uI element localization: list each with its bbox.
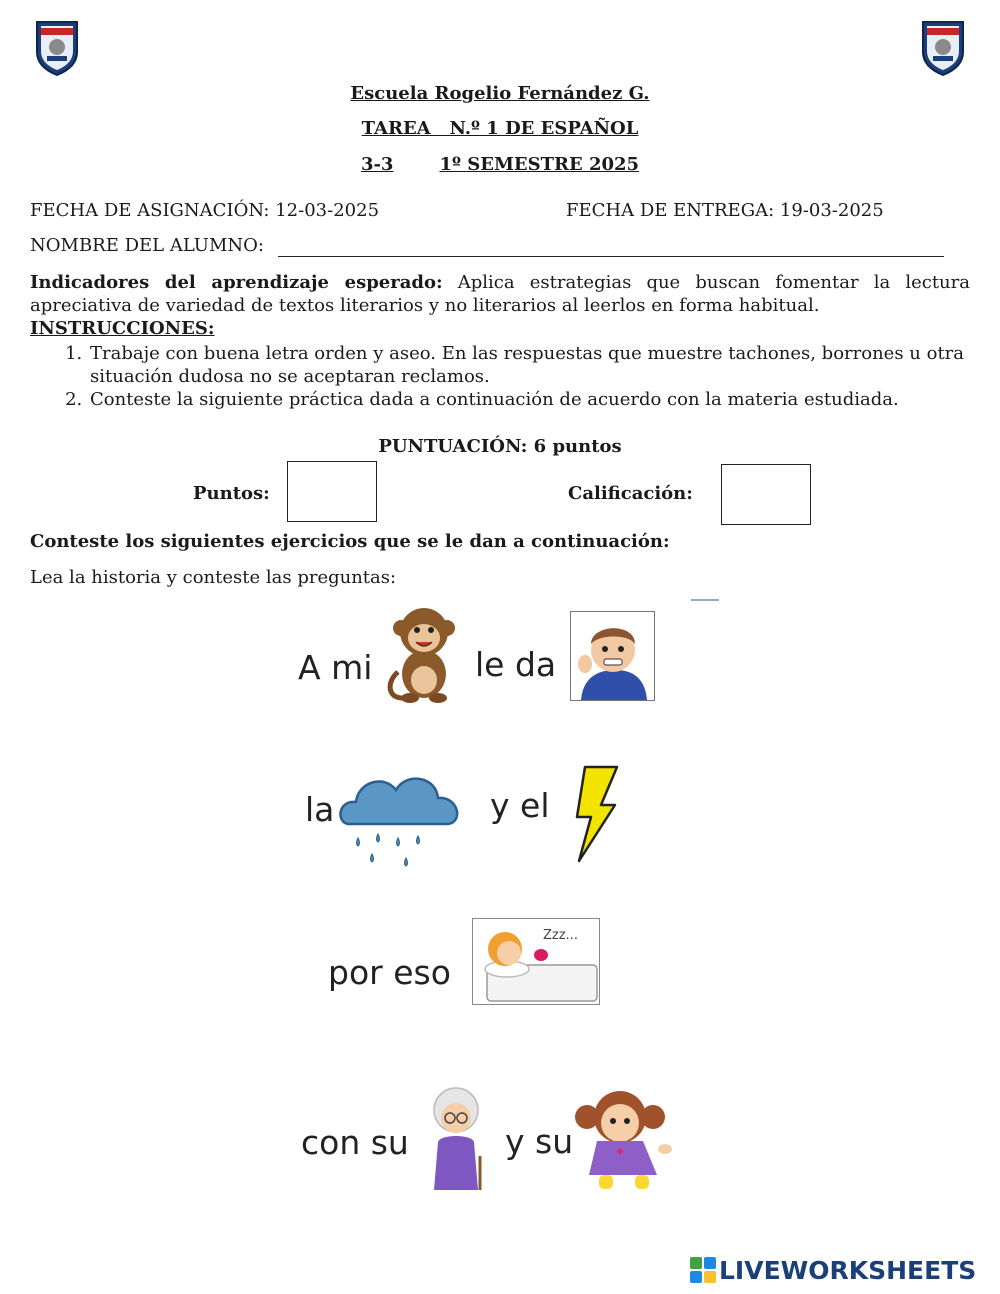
learning-indicators xyxy=(30,271,970,317)
assigned-date xyxy=(30,200,379,221)
exercise-prompt: Lea la historia y conteste las preguntas: xyxy=(30,567,397,588)
instructions-title: INSTRUCCIONES: xyxy=(30,318,215,339)
due-date-value: 19-03-2025 xyxy=(779,200,884,221)
student-name-label: NOMBRE DEL ALUMNO: xyxy=(30,235,264,256)
lightning-bolt-icon xyxy=(573,765,619,863)
monkey-icon xyxy=(384,602,460,704)
story-text-row1-b: le da xyxy=(475,645,557,684)
scared-boy-icon xyxy=(570,611,655,701)
doll-icon xyxy=(573,1083,675,1193)
group-semester xyxy=(0,154,1000,175)
points-box[interactable] xyxy=(287,461,377,522)
brand-name: LIVEWORKSHEETS xyxy=(719,1255,977,1285)
due-date-label: FECHA DE ENTREGA: xyxy=(566,200,775,221)
grandmother-icon xyxy=(418,1078,494,1192)
story-text-row2-a: la xyxy=(305,790,335,829)
sleeping-girl-icon xyxy=(472,918,600,1005)
rain-cloud-icon xyxy=(336,766,466,874)
liveworksheets-brand xyxy=(690,1255,976,1285)
grade-box[interactable] xyxy=(721,464,811,525)
svg-text:Zzz...: Zzz... xyxy=(543,928,578,943)
story-text-row4-a: con su xyxy=(301,1123,409,1162)
decorative-line xyxy=(691,599,719,601)
school-crest-right xyxy=(919,18,967,76)
semester-label: 1º SEMESTRE 2025 xyxy=(439,154,640,175)
instruction-item: 1. Trabaje con buena letra orden y aseo. En las respuestas que muestre tachones, borrones u otra situación dudosa no se aceptaran reclamos. xyxy=(88,342,970,388)
task-title: TAREA N.º 1 DE ESPAÑOL xyxy=(361,118,639,139)
student-name-field[interactable] xyxy=(278,255,944,257)
school-crest-left xyxy=(33,18,81,76)
liveworksheets-logo-icon xyxy=(690,1257,716,1283)
assigned-date-label: FECHA DE ASIGNACIÓN: xyxy=(30,200,270,221)
exercise-heading: Conteste los siguientes ejercicios que se le dan a continuación: xyxy=(30,531,670,552)
due-date xyxy=(566,200,884,221)
instructions-list xyxy=(30,342,970,411)
grade-label: Calificación: xyxy=(568,483,693,504)
story-text-row3-a: por eso xyxy=(328,953,451,992)
score-title: PUNTUACIÓN: 6 puntos xyxy=(378,436,622,457)
indicators-text: Aplica estrategias que buscan fomentar la lectura apreciativa de variedad de textos literarios y no literarios al leerlos en forma habitual. xyxy=(30,272,970,316)
story-text-row2-b: y el xyxy=(490,786,550,825)
instruction-item: 2. Conteste la siguiente práctica dada a continuación de acuerdo con la materia estudiada. xyxy=(88,388,970,411)
story-text-row4-b: y su xyxy=(505,1122,574,1161)
indicators-label: Indicadores del aprendizaje esperado: xyxy=(30,272,443,293)
school-name: Escuela Rogelio Fernández G. xyxy=(350,83,650,104)
points-label: Puntos: xyxy=(193,483,270,504)
assigned-date-value: 12-03-2025 xyxy=(275,200,380,221)
story-text-row1-a: A mi xyxy=(298,648,373,687)
group-label: 3-3 xyxy=(360,154,394,175)
